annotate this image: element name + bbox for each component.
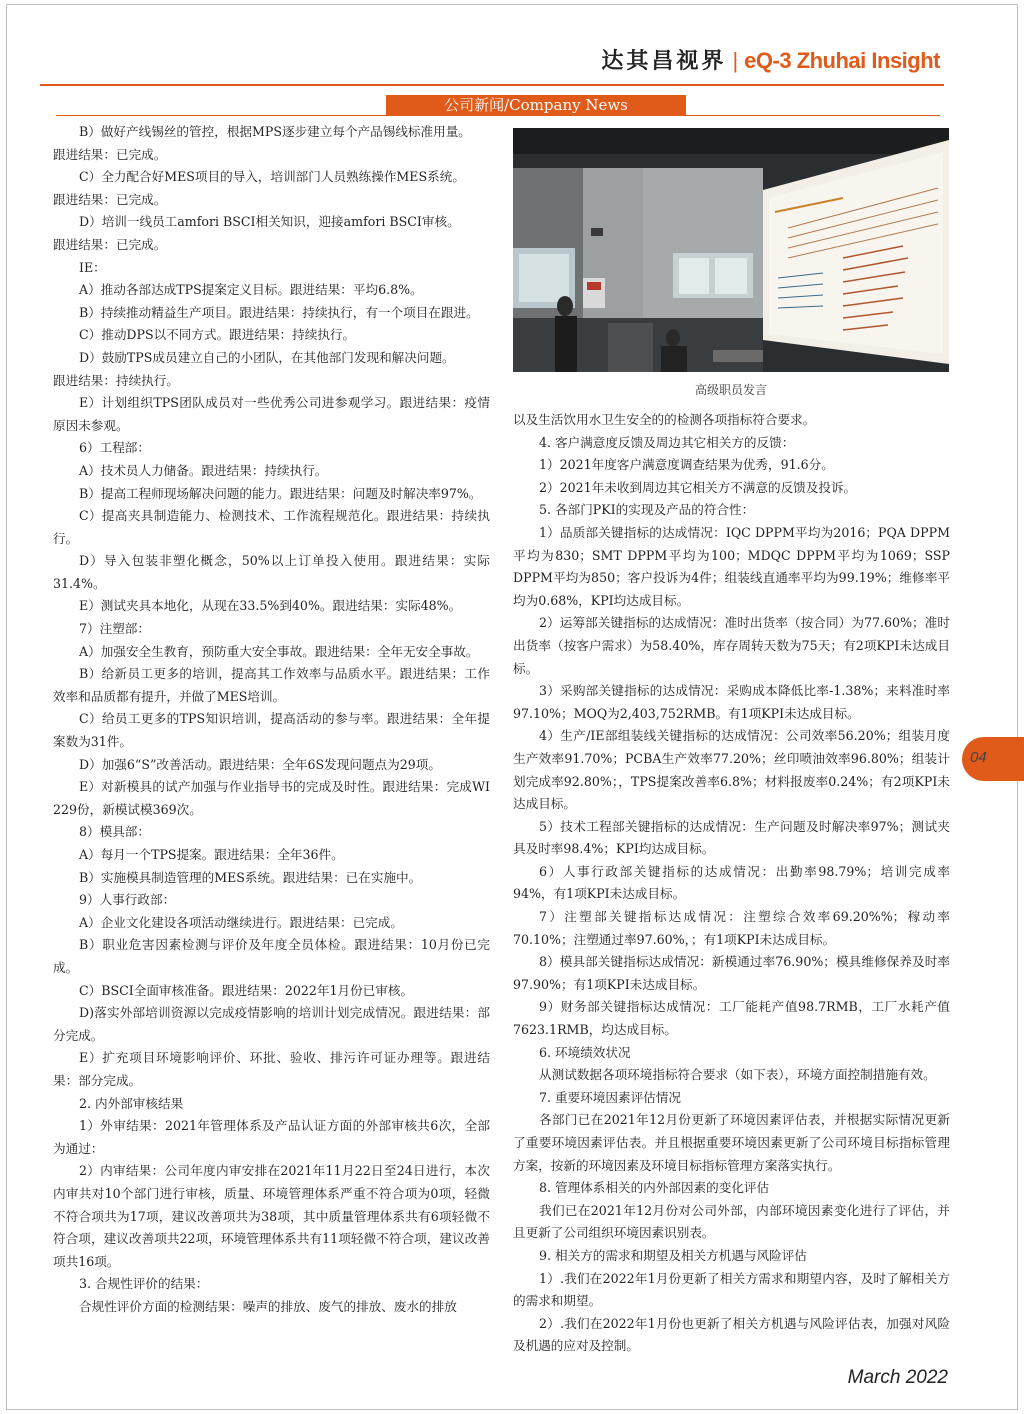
paragraph: A）技术员人力储备。跟进结果：持续执行。 <box>79 462 328 478</box>
paragraph: E）扩充项目环境影响评价、环批、验收、排污许可证办理等。跟进结果：部分完成。 <box>53 1050 490 1088</box>
paragraph: 7）注塑部关键指标达成情况：注塑综合效率69.20%%；稼动率70.10%；注塑通过率97.60%，；有1项KPI未达成目标。 <box>513 909 950 947</box>
paragraph: D）加强6“S”改善活动。跟进结果：全年6S发现问题点为29项。 <box>79 756 441 772</box>
paragraph: 2. 内外部审核结果 <box>79 1095 184 1111</box>
paragraph: D）鼓励TPS成员建立自己的小团队，在其他部门发现和解决问题。 <box>79 349 455 365</box>
paragraph: C）给员工更多的TPS知识培训，提高活动的参与率。跟进结果：全年提案数为31件。 <box>53 711 490 750</box>
right-column <box>513 409 950 1358</box>
paragraph: B）职业危害因素检测与评价及年度全员体检。跟进结果：10月份已完成。 <box>53 937 490 975</box>
paragraph: 合规性评价方面的检测结果：噪声的排放、废气的排放、废水的排放 <box>79 1298 457 1314</box>
paragraph: 2）.我们在2022年1月份也更新了相关方机遇与风险评估表，加强对风险及机遇的应对及控制。 <box>513 1315 950 1354</box>
paragraph: 从测试数据各项环境指标符合要求（如下表），环境方面控制措施有效。 <box>539 1067 936 1083</box>
brand-name-en: eQ-3 Zhuhai Insight <box>744 48 940 73</box>
paragraph: 9）财务部关键指标达成情况：工厂能耗产值98.7RMB，工厂水耗产值7623.1RMB，均达成目标。 <box>513 999 950 1038</box>
paragraph: 7. 重要环境因素评估情况 <box>539 1089 681 1105</box>
paragraph: 2）运筹部关键指标的达成情况：准时出货率（按合同）为77.60%；准时出货率（按客户需求）为58.40%，库存周转天数为75天；有2项KPI未达成目标。 <box>513 615 950 676</box>
paragraph: 8. 管理体系相关的内外部因素的变化评估 <box>539 1180 770 1196</box>
paragraph: 3. 合规性评价的结果： <box>79 1276 209 1292</box>
header-rule <box>40 84 944 86</box>
paragraph: 8）模具部关键指标达成情况：新模通过率76.90%；模具维修保养及时率97.90%；有1项KPI未达成目标。 <box>513 954 950 992</box>
paragraph: 8）模具部： <box>79 824 150 840</box>
paragraph: B）提高工程师现场解决问题的能力。跟进结果：问题及时解决率97%。 <box>79 485 482 501</box>
brand-separator: | <box>732 48 739 73</box>
paragraph: C）提高夹具制造能力、检测技术、工作流程规范化。跟进结果：持续执行。 <box>53 508 490 546</box>
paragraph: 3）采购部关键指标的达成情况：采购成本降低比率-1.38%；来料准时率97.10%；MOQ为2,403,752RMB。有1项KPI未达成目标。 <box>513 683 950 721</box>
paragraph: E）对新模具的试产加强与作业指导书的完成及时性。跟进结果：完成WI 229份，新模试模369次。 <box>53 779 490 817</box>
paragraph: 5. 各部门PKI的实现及产品的符合性： <box>539 502 755 518</box>
paragraph: 5）技术工程部关键指标的达成情况：生产问题及时解决率97%；测试夹具及时率98.4%；KPI均达成目标。 <box>513 818 950 857</box>
paragraph: B）做好产线锡丝的管控，根据MPS逐步建立每个产品锡线标准用量。 <box>79 124 471 139</box>
paragraph: D)落实外部培训资源以完成疫情影响的培训计划完成情况。跟进结果：部分完成。 <box>53 1005 490 1043</box>
paragraph: D）导入包装非塑化概念，50%以上订单投入使用。跟进结果：实际31.4%。 <box>53 553 490 591</box>
paragraph: 9. 相关方的需求和期望及相关方机遇与风险评估 <box>539 1247 807 1263</box>
paragraph: 1）外审结果：2021年管理体系及产品认证方面的外部审核共6次，全部为通过： <box>53 1118 490 1156</box>
section-bar <box>56 95 940 117</box>
paragraph: A）推动各部达成TPS提案定义目标。跟进结果：平均6.8%。 <box>79 282 423 298</box>
paragraph: 以及生活饮用水卫生安全的的检测各项指标符合要求。 <box>513 412 816 427</box>
paragraph: 7）注塑部： <box>79 621 150 637</box>
paragraph: C）BSCI全面审核准备。跟进结果：2022年1月份已审核。 <box>79 982 414 998</box>
paragraph: E）测试夹具本地化，从现在33.5%到40%。跟进结果：实际48%。 <box>79 598 462 614</box>
brand-name-cn: 达其昌视界 <box>601 48 727 74</box>
paragraph: 跟进结果：已完成。 <box>53 191 167 207</box>
photo-speaker-presentation <box>513 128 949 372</box>
paragraph: 1）.我们在2022年1月份更新了相关方需求和期望内容，及时了解相关方的需求和期望。 <box>513 1270 950 1309</box>
paragraph: IE： <box>79 259 106 275</box>
paragraph: 6）人事行政部关键指标的达成情况：出勤率98.79%；培训完成率94%，有1项KPI未达成目标。 <box>513 863 950 902</box>
issue-date: March 2022 <box>847 1367 948 1388</box>
paragraph: B）给新员工更多的培训，提高其工作效率与品质水平。跟进结果：工作效率和品质都有提升，并做了MES培训。 <box>53 666 490 704</box>
paragraph: A）企业文化建设各项活动继续进行。跟进结果：已完成。 <box>79 914 403 930</box>
paragraph: 1）品质部关键指标的达成情况：IQC DPPM平均为2016；PQA DPPM平均为830；SMT DPPM平均为100；MDQC DPPM平均为1069；SSP DPPM平均为850；客户投诉为4件；组装线直通率平均为99.19%；维修率平均为0.68%，KPI均达成目标。 <box>513 524 950 608</box>
paragraph: 9）人事行政部： <box>79 892 176 908</box>
paragraph: C）全力配合好MES项目的导入，培训部门人员熟练操作MES系统。 <box>79 169 465 185</box>
photo-illustration <box>513 128 949 372</box>
paragraph: 2）2021年未收到周边其它相关方不满意的反馈及投诉。 <box>539 479 857 495</box>
paragraph: 6. 环境绩效状况 <box>539 1044 631 1060</box>
paragraph: B）持续推动精益生产项目。跟进结果：持续执行，有一个项目在跟进。 <box>79 304 479 320</box>
paragraph: C）推动DPS以不同方式。跟进结果：持续执行。 <box>79 327 356 343</box>
paragraph: 4. 客户满意度反馈及周边其它相关方的反馈： <box>539 434 795 450</box>
paragraph: 1）2021年度客户满意度调查结果为优秀，91.6分。 <box>539 457 834 473</box>
section-title: 公司新闻/Company News <box>386 95 686 116</box>
paragraph: 4）生产/IE部组装线关键指标的达成情况：公司效率56.20%；组装月度生产效率91.70%；PCBA生产效率77.20%；丝印喷油效率96.80%；组装计划完成率92.80%；，TPS提案改善率6.8%；材料报废率0.24%；有2项KPI未达成目标。 <box>513 728 950 812</box>
paragraph: A）加强安全生教育，预防重大安全事故。跟进结果：全年无安全事故。 <box>79 643 479 659</box>
photo-caption: 高级职员发言 <box>694 383 767 397</box>
paragraph: 2）内审结果：公司年度内审安排在2021年11月22日至24日进行，本次内审共对10个部门进行审核，质量、环境管理体系严重不符合项为0项，轻微不符合项共为17项，建议改善项共为38项，其中质量管理体系共有6项轻微不符合项，建议改善项共22项，环境管理体系共有11项轻微不符合项，建议改善项共16项。 <box>53 1163 490 1269</box>
paragraph: 6）工程部： <box>79 440 150 456</box>
paragraph: 跟进结果：已完成。 <box>53 236 167 252</box>
paragraph: B）实施模具制造管理的MES系统。跟进结果：已在实施中。 <box>79 869 422 885</box>
left-column <box>53 121 490 1318</box>
paragraph: E）计划组织TPS团队成员对一些优秀公司进参观学习。跟进结果：疫情原因未参观。 <box>53 395 490 433</box>
paragraph: A）每月一个TPS提案。跟进结果：全年36件。 <box>79 847 344 862</box>
paragraph: 跟进结果：已完成。 <box>53 146 167 162</box>
paragraph: 各部门已在2021年12月份更新了环境因素评估表，并根据实际情况更新了重要环境因素评估表。并且根据重要环境因素更新了公司环境目标指标管理方案，按新的环境因素及环境目标指标管理方案落实执行。 <box>513 1112 950 1173</box>
paragraph: 我们已在2021年12月份对公司外部，内部环境因素变化进行了评估，并且更新了公司组织环境因素识别表。 <box>513 1202 950 1241</box>
page-number: 04 <box>970 749 987 766</box>
paragraph: D）培训一线员工amfori BSCI相关知识，迎接amfori BSCI审核。 <box>79 214 460 230</box>
brand-header <box>601 44 940 75</box>
paragraph: 跟进结果：持续执行。 <box>53 372 179 388</box>
